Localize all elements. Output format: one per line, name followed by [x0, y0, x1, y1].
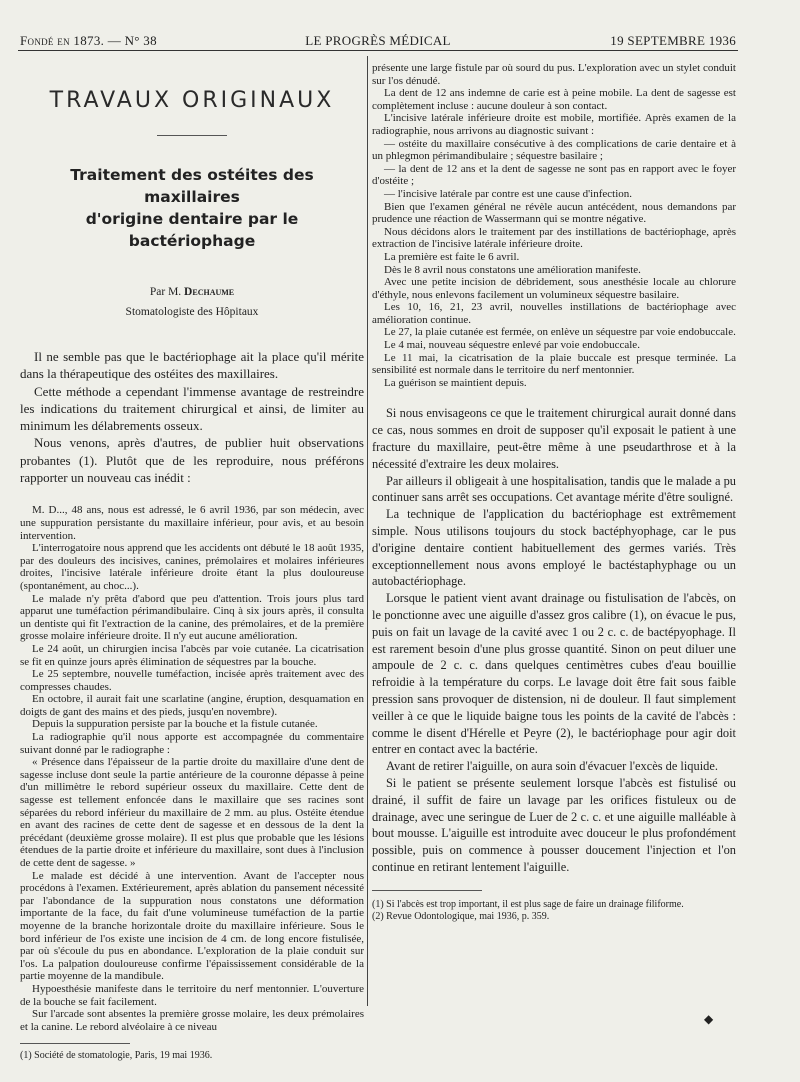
paragraph: Le 25 septembre, nouvelle tuméfaction, incisée après traitement avec des compresses chaudes.: [20, 668, 364, 693]
paragraph: présente une large fistule par où sourd du pus. L'exploration avec un stylet conduit sur l'os dénudé.: [372, 62, 736, 87]
paragraph: Nous venons, après d'autres, de publier huit observations probantes (1). Plutôt que de les reproduire, nous préférons rapporter un nouveau cas inédit :: [20, 435, 364, 486]
paragraph: Si nous envisageons ce que le traitement chirurgical aurait donné dans ce cas, nous sommes en droit de supposer qu'il exposait le patient à une fracture du maxillaire, peut-être même à une pseudarthrose et à la nécessité d'extraire les deux molaires.: [372, 406, 736, 471]
byline-prefix: Par M.: [149, 286, 182, 298]
paragraph: La technique de l'application du bactériophage est extrêmement simple. Nous utilisons toujours du stock bactéphyophage, car le pus d'origine dentaire contient habituellement des germes variés. Très exceptionnellement nous avons employé le bactéstaphyphage ou un autobactériophage.: [372, 507, 736, 589]
author-name: Dechaume: [184, 286, 235, 298]
footnote-rule: [372, 890, 482, 891]
left-column: [20, 58, 364, 1062]
footnote-rule: [20, 1043, 130, 1044]
title-rule: [157, 135, 227, 136]
case-report-continued: [372, 62, 736, 389]
paragraph: — l'incisive latérale par contre est une cause d'infection.: [384, 187, 632, 200]
discussion-text: [372, 405, 736, 875]
paragraph: Cette méthode a cependant l'immense avantage de restreindre les indications du traitement chirurgical et ainsi, de limiter au minimum les délabrements osseux.: [20, 383, 364, 434]
paragraph: Le 4 mai, nouveau séquestre enlevé par voie endobuccale.: [384, 339, 640, 352]
paragraph: La guérison se maintient depuis.: [384, 376, 527, 389]
paragraph: Avant de retirer l'aiguille, on aura soin d'évacuer l'excès de liquide.: [386, 759, 718, 774]
header-date: 19 SEPTEMBRE 1936: [610, 33, 736, 48]
running-header: [20, 33, 736, 49]
footnotes: [372, 899, 736, 923]
paragraph: M. D..., 48 ans, nous est adressé, le 6 avril 1936, par son médecin, avec une suppuration persistante du maxillaire inférieur, pour avis, et au besoin intervention.: [20, 504, 364, 542]
paragraph: Le 27, la plaie cutanée est fermée, on enlève un séquestre par voie endobuccale.: [384, 326, 736, 339]
paragraph: Il ne semble pas que le bactériophage ait la place qu'il mérite dans la thérapeutique des ostéites des maxillaires.: [20, 349, 364, 382]
footnote: (2) Revue Odontologique, mai 1936, p. 359.: [372, 910, 550, 922]
footnote: (1) Si l'abcès est trop important, il est plus sage de faire un drainage filiforme.: [372, 898, 684, 910]
header-founded: Fondé en 1873. — N° 38: [20, 33, 157, 48]
paragraph: Les 10, 16, 21, 23 avril, nouvelles instillations de bactériophage avec amélioration continue.: [372, 301, 736, 326]
case-report: [20, 504, 364, 1033]
article-title-line-1: Traitement des ostéites des maxillaires: [70, 166, 314, 206]
author-affiliation: Stomatologiste des Hôpitaux: [125, 306, 259, 318]
footnote: (1) Société de stomatologie, Paris, 19 mai 1936.: [20, 1050, 213, 1062]
paragraph: Nous décidons alors le traitement par des instillations de bactériophage, après extraction de l'incisive latérale inférieure droite.: [372, 225, 736, 251]
paragraph: Si le patient se présente seulement lorsque l'abcès est fistulisé ou drainé, il suffit de faire un lavage par les orifices fistuleux ou de drainage, avec une seringue de Luer de 2 c. c. et une aiguille malléable à bout mousse. L'aiguille est introduite avec douceur le plus profondément possible, puis on commence à pousser doucement l'injection et l'on continue en retirant lentement l'aiguille.: [372, 775, 736, 874]
article-title: [20, 164, 364, 252]
paragraph: Le 24 août, un chirurgien incisa l'abcès par voie cutanée. La cicatrisation se fit en quinze jours après élimination de séquestres par la bouche.: [20, 642, 364, 668]
paragraph: Hypoesthésie manifeste dans le territoire du nerf mentonnier. L'ouverture de la bouche se fait facilement.: [20, 982, 364, 1008]
paragraph: Le 11 mai, la cicatrisation de la plaie buccale est presque terminée. La sensibilité est normale dans le territoire du nerf mentonnier.: [372, 351, 736, 377]
section-title: TRAVAUX ORIGINAUX: [49, 88, 335, 113]
paragraph: Le malade n'y prêta d'abord que peu d'attention. Trois jours plus tard apparut une tuméfaction périmandibulaire. Cinq à six jours après, il consulta un dentiste qui fit l'extraction de la canine, des prémolaires, et de la première grosse molaire inférieure droite. Il n'y eut aucune amélioration.: [20, 592, 364, 643]
paragraph: La dent de 12 ans indemne de carie est à peine mobile. La dent de sagesse est complètement incluse : aucune douleur à son contact.: [372, 87, 736, 112]
paragraph: Depuis la suppuration persiste par la bouche et la fistule cutanée.: [32, 718, 318, 731]
article-title-line-2: d'origine dentaire par le bactériophage: [85, 210, 299, 250]
paragraph: — la dent de 12 ans et la dent de sagesse ne sont pas en rapport avec le foyer d'ostéite ;: [372, 162, 736, 188]
right-column: [372, 62, 736, 923]
paragraph: Sur l'arcade sont absentes la première grosse molaire, les deux prémolaires et la canine. Le rebord alvéolaire à ce niveau: [20, 1008, 364, 1033]
byline: [20, 286, 364, 298]
paragraph: L'incisive latérale inférieure droite est mobile, mortifiée. Après examen de la radiographie, nous arrivons au diagnostic suivant :: [372, 112, 736, 137]
paragraph: En octobre, il aurait fait une scarlatine (angine, éruption, desquamation en doigts de gant des mains et des pieds, jusqu'en novembre).: [20, 693, 364, 718]
paragraph: La radiographie qu'il nous apporte est accompagnée du commentaire suivant donné par le radiographe :: [20, 731, 364, 756]
header-rule: [18, 50, 738, 51]
paragraph: Dès le 8 avril nous constatons une amélioration manifeste.: [384, 263, 641, 276]
end-ornament: ◆: [704, 1012, 714, 1026]
paragraph: Bien que l'examen général ne révèle aucun antécédent, nous demandons par prudence une réaction de Wassermann qui se montre négative.: [372, 200, 736, 226]
paragraph: « Présence dans l'épaisseur de la partie droite du maxillaire d'une dent de sagesse incluse dont seule la partie antérieure de la couronne dépasse à peine d'un millimètre le rebord supérieur osseux du maxillaire. Cette dent de sagesse est tellement enfoncée dans le maxillaire que ses racines sont séparées du rebord inférieur du maxillaire de 2 mm. au plus. Ostéite étendue en avant des racines de cette dent de sagesse et en dessous de la dent la précédant (deuxième grosse molaire). Il est plus que probable que les lésions étendues de la partie droite et inférieure du maxillaire, sont dues à l'inclusion de cette dent de sagesse. »: [20, 756, 364, 869]
paragraph: Par ailleurs il obligeait à une hospitalisation, tandis que le malade a pu continuer sans arrêt ses occupations. Cet avantage mérite d'être souligné.: [372, 473, 736, 505]
paragraph: Le malade est décidé à une intervention. Avant de l'accepter nous procédons à l'examen. Extérieurement, après ablation du pansement nécessité par l'abondance de la suppuration nous constatons une déformation importante de la face, du fait d'une volumineuse tuméfaction de la partie moyenne de la branche horizontale droite du maxillaire inférieure. Sous le bord inférieur de l'os existe une incision de 4 cm. de long encore fistulisée, par où s'écoule du pus en abondance. L'exploration de la plaie conduit sur l'os. La palpation douloureuse confirme l'épaississement considérable de la partie moyenne de la mandibule.: [20, 869, 364, 983]
lead-text: [20, 348, 364, 486]
paragraph: Avec une petite incision de débridement, sous anesthésie locale au chlorure d'éthyle, nous enlevons facilement un volumineux séquestre basilaire.: [372, 276, 736, 301]
paragraph: — ostéite du maxillaire consécutive à des complications de carie dentaire et à un phlegmon périmandibulaire ; séquestre basilaire ;: [372, 137, 736, 163]
header-journal-title: LE PROGRÈS MÉDICAL: [305, 33, 451, 48]
paragraph: L'interrogatoire nous apprend que les accidents ont débuté le 18 août 1935, par des douleurs des incisives, canines, prémolaires et molaires inférieures droites, l'incisive latérale inférieure droite étant la plus douloureuse (spontanément, au choc...).: [20, 542, 364, 592]
paragraph: La première est faite le 6 avril.: [384, 250, 520, 263]
paragraph: Lorsque le patient vient avant drainage ou fistulisation de l'abcès, on le ponctionne avec une aiguille d'assez gros calibre (1), on évacue le pus, puis on fait un lavage de la cavité avec 1 ou 2 c. c. de bactépyophage. Il est rarement besoin d'une plus grosse quantité. Sinon on peut diluer une ampoule de 2 c. c. dans quelques centimètres cubes d'eau bouillie refroidie à la température du corps. Le lavage doit être fait sous faible pression sans provoquer de distension, ni de douleur. Il faut simplement veiller à ce que le liquide baigne tous les points de la cavité de l'abcès : comme le disent d'Hérelle et Peyre (2), le bactériophage pour agir doit entrer en contact avec la bactérie.: [372, 591, 736, 757]
column-divider: [367, 56, 368, 1006]
